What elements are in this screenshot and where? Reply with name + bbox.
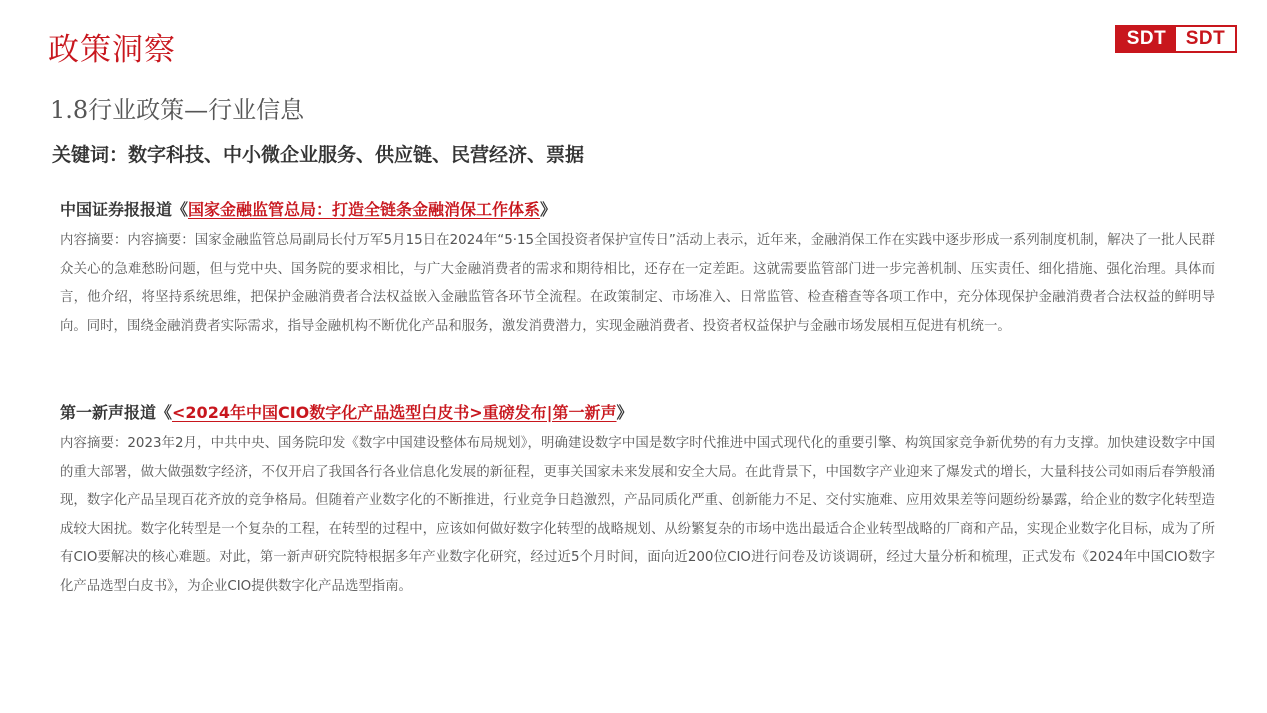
company-logo [1115,25,1237,53]
article-item [60,401,1215,602]
article-headline [60,401,1215,425]
article-title-link[interactable]: 国家金融监管总局：打造全链条金融消保工作体系 [188,200,541,219]
article-title-link[interactable]: <2024年中国CIO数字化产品选型白皮书>重磅发布|第一新声 [172,403,617,422]
article-source-close: 》 [540,200,557,219]
article-source: 第一新声报道《 [60,403,173,422]
article-summary: 内容摘要：内容摘要：国家金融监管总局副局长付万军5月15日在2024年“5·15全国投资者保护宣传日”活动上表示，近年来，金融消保工作在实践中逐步形成一系列制度机制，解决了一批人民群众关心的急难愁盼问题，但与党中央、国务院的要求相比，与广大金融消费者的需求和期待相比，还存在一定差距。这就需要监管部门进一步完善机制、压实责任、细化措施、强化治理。具体而言，他介绍，将坚持系统思维，把保护金融消费者合法权益嵌入金融监管各环节全流程。在政策制定、市场准入、日常监管、检查稽查等各项工作中，充分体现保护金融消费者合法权益的鲜明导向。同时，围绕金融消费者实际需求，指导金融机构不断优化产品和服务，激发消费潜力，实现金融消费者、投资者权益保护与金融市场发展相互促进有机统一。 [60,233,1215,334]
logo-text-right: SDT [1176,27,1235,51]
section-title: 1.8行业政策—行业信息 [50,96,305,124]
page-title: 政策洞察 [48,32,176,68]
article-summary: 内容摘要：2023年2月，中共中央、国务院印发《数字中国建设整体布局规划》，明确建设数字中国是数字时代推进中国式现代化的重要引擎、构筑国家竞争新优势的有力支撑。加快建设数字中国的重大部署，做大做强数字经济，不仅开启了我国各行各业信息化发展的新征程，更事关国家未来发展和安全大局。在此背景下，中国数字产业迎来了爆发式的增长，大量科技公司如雨后春笋般涌现，数字化产品呈现百花齐放的竞争格局。但随着产业数字化的不断推进，行业竞争日趋激烈，产品同质化严重、创新能力不足、交付实施难、应用效果差等问题纷纷暴露，给企业的数字化转型造成较大困扰。数字化转型是一个复杂的工程，在转型的过程中，应该如何做好数字化转型的战略规划、从纷繁复杂的市场中选出最适合企业转型战略的厂商和产品，实现企业数字化目标，成为了所有CIO要解决的核心难题。对此，第一新声研究院特根据多年产业数字化研究，经过近5个月时间，面向近200位CIO进行问卷及访谈调研，经过大量分析和梳理，正式发布《2024年中国CIO数字化产品选型白皮书》，为企业CIO提供数字化产品选型指南。 [60,436,1215,594]
article-source-close: 》 [616,403,633,422]
article-source: 中国证券报报道《 [60,200,189,219]
keywords-line: 关键词：数字科技、中小微企业服务、供应链、民营经济、票据 [52,144,585,166]
logo-text-left: SDT [1117,27,1176,51]
article-item [60,198,1215,341]
article-headline [60,198,1215,222]
